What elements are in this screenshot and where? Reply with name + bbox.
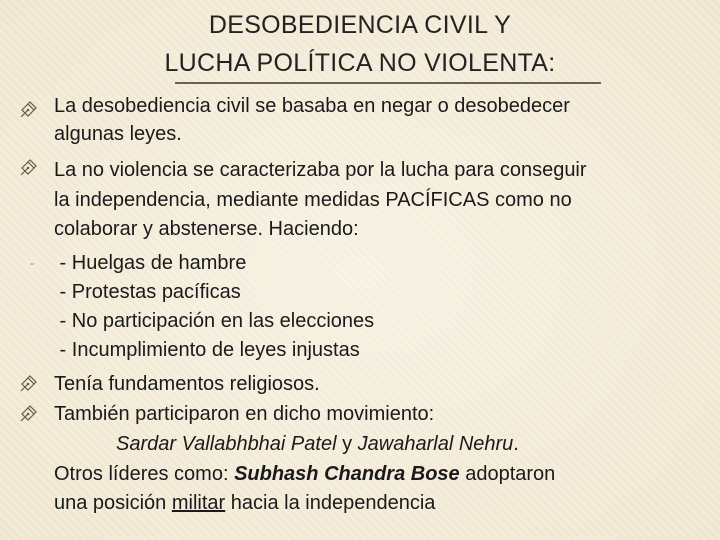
body-line: algunas leyes.: [54, 123, 182, 145]
body-line: Tenía fundamentos religiosos.: [54, 373, 320, 395]
body-line: la independencia, mediante medidas PACÍFICAS como no: [54, 189, 572, 211]
text-fragment: Otros líderes como:: [54, 463, 235, 485]
body-line: colaborar y abstenerse. Haciendo:: [54, 218, 359, 240]
leader-name: Jawaharlal Nehru: [357, 433, 514, 455]
text-fragment: hacia la independencia: [225, 492, 436, 514]
sub-list-item: - No participación en las elecciones: [54, 310, 375, 332]
pen-nib-icon: [18, 374, 38, 394]
other-leaders-line: [54, 460, 555, 488]
pen-nib-icon: [18, 404, 38, 424]
participants-line: [116, 430, 519, 458]
sub-list-item: - Protestas pacíficas: [54, 281, 241, 303]
period: .: [513, 433, 519, 455]
military-position-line: [54, 489, 435, 517]
text-fragment: una posición: [54, 492, 172, 514]
text-fragment: adoptaron: [459, 463, 556, 485]
pen-nib-icon: [18, 158, 38, 178]
sub-list-item: - Incumplimiento de leyes injustas: [54, 339, 360, 361]
sub-list-item: - Huelgas de hambre: [54, 252, 247, 274]
leader-name: Sardar Vallabhbhai Patel: [116, 433, 337, 455]
body-line: La desobediencia civil se basaba en negar o desobedecer: [54, 95, 570, 117]
leader-name: Subhash Chandra Bose: [234, 463, 460, 485]
body-line: También participaron en dicho movimiento:: [54, 403, 435, 425]
title-line-1: DESOBEDIENCIA CIVIL Y: [208, 11, 512, 39]
title-line-2: LUCHA POLÍTICA NO VIOLENTA:: [164, 49, 556, 77]
dash-bullet: -: [30, 256, 34, 270]
emphasized-word: militar: [171, 492, 226, 514]
body-line: La no violencia se caracterizaba por la lucha para conseguir: [54, 159, 587, 181]
pen-nib-icon: [18, 100, 38, 120]
conjunction: y: [336, 433, 358, 455]
